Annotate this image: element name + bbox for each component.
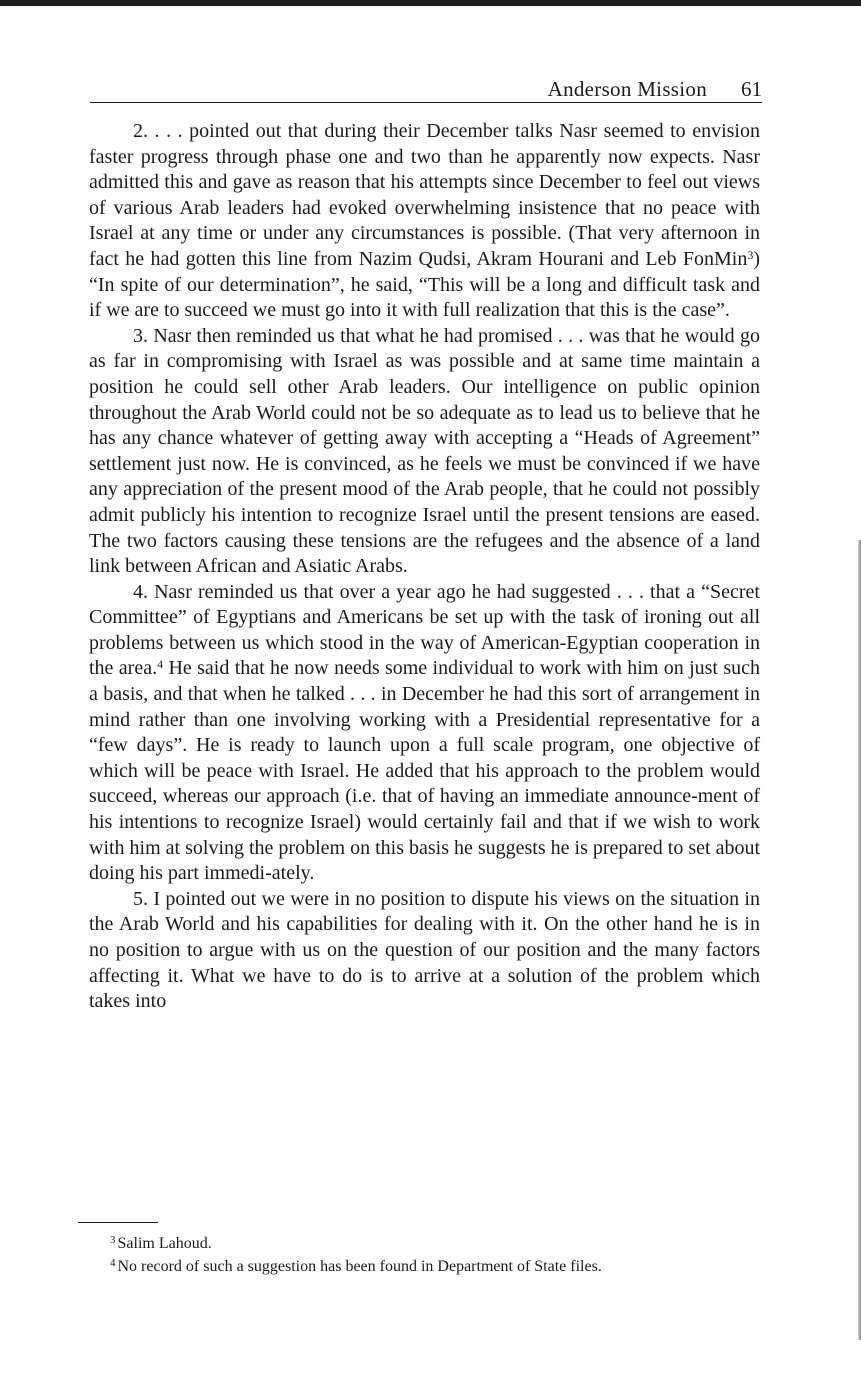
body-text <box>89 119 760 1015</box>
paragraph-text: 5. I pointed out we were in no position to dispute his views on the situation in the Arab World and his capabilities for dealing with it. On the other hand he is in no position to argue with us on the question of our position and the many factors affecting it. What we have to do is to arrive at a solution of the problem which takes into <box>89 887 760 1013</box>
paragraph-text: 2. . . . pointed out that during their December talks Nasr seemed to envision faster progress through phase one and two than he apparently now expects. Nasr admitted this and gave as reason that his attempts since December to feel out views of various Arab leaders had evoked overwhelming insistence that no peace with Israel at any time or under any circumstances is possible. (That very afternoon in fact he had gotten this line from Nazim Qudsi, Akram Hourani and Leb FonMin <box>89 120 760 270</box>
paragraph-5 <box>89 887 760 1015</box>
footnote-mark: 3 <box>110 1234 116 1246</box>
footnote-divider <box>78 1222 158 1223</box>
running-header <box>90 76 762 103</box>
scan-top-border <box>0 0 861 6</box>
paragraph-4 <box>89 580 760 887</box>
paragraph-text: 4. Nasr reminded us that over a year ago he had suggested . . . that a “Secret Committee” of Egyptians and Americans be set up with the task of ironing out all problems between us which stood in the way of American-Egyptian cooperation in the area. <box>89 580 760 680</box>
running-title: Anderson Mission <box>547 77 707 101</box>
paragraph-2 <box>89 119 760 324</box>
footnote <box>110 1255 750 1278</box>
page-number: 61 <box>741 77 762 101</box>
paragraph-text: ) “In spite of our determination”, he said, “This will be a long and difficult task and if we are to succeed we must go into it with full realization that this is the case”. <box>89 247 760 322</box>
paragraph-text: 3. Nasr then reminded us that what he had promised . . . was that he would go as far in compromising with Israel as was possible and at same time maintain a position he could sell other Arab leaders. Our intelligence on public opinion throughout the Arab World could not be so adequate as to lead us to believe that he has any chance whatever of getting away with accepting a “Heads of Agreement” settlement just now. He is convinced, as he feels we must be convinced if we have any appreciation of the present mood of the Arab people, that he could not possibly admit publicly his intention to recognize Israel until the present tensions are eased. The two factors causing these tensions are the refugees and the absence of a land link between African and Asiatic Arabs. <box>89 324 760 578</box>
paragraph-text: He said that he now needs some individual to work with him on just such a basis, and that when he talked . . . in December he had this sort of arrangement in mind rather than one involving working with a Presidential representative for a “few days”. He is ready to launch upon a full scale program, one objective of which will be peace with Israel. He added that his approach to the problem would succeed, whereas our approach (i.e. that of having an immediate announce-ment of his intentions to recognize Israel) would certainly fail and that if we wish to work with him at solving the problem on this basis he suggests he is prepared to set about doing his part immedi-ately. <box>89 657 761 885</box>
footnote <box>110 1232 750 1255</box>
footnote-mark: 4 <box>110 1257 116 1269</box>
footnotes <box>110 1232 750 1278</box>
paragraph-3 <box>89 324 760 580</box>
footnote-text: No record of such a suggestion has been found in Department of State files. <box>117 1258 602 1275</box>
footnote-reference: 3 <box>747 247 754 262</box>
footnote-reference: 4 <box>157 657 164 672</box>
footnote-text: Salim Lahoud. <box>117 1235 212 1252</box>
